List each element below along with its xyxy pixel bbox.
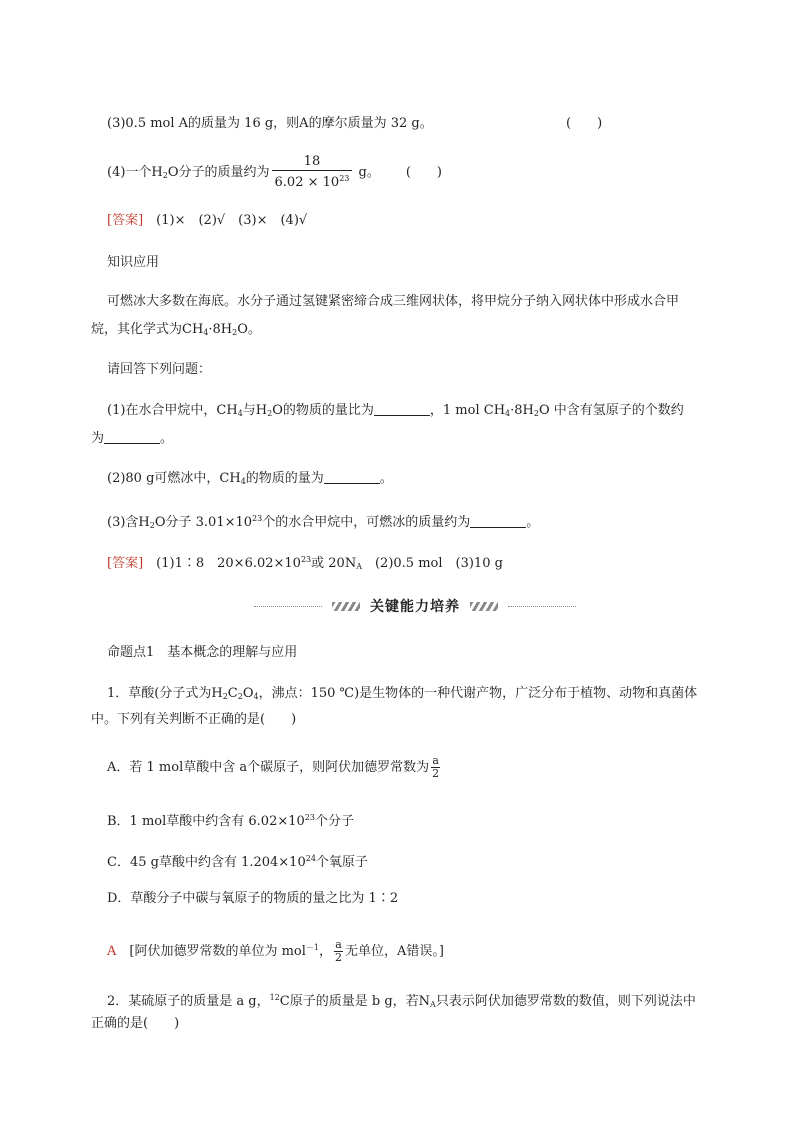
solution-letter: A <box>107 944 117 959</box>
divider <box>254 606 322 607</box>
option-c: C．45 g草酸中约含有 $1.204\times 10^{24}$个氧原子 <box>107 854 368 870</box>
answer-tag: [答案] <box>107 213 144 228</box>
answer-2: [答案] (1)1∶8 $20\times 6.02\times 10^{23}$或 $20N_A$ (2)0.5 mol (3)10 g <box>107 555 503 571</box>
solution-1: A [阿伏加德罗常数的单位为 mol$^{-1}$， $\frac{a}{2}$ 无单位，A错误。] <box>107 938 444 964</box>
problem-1-line-2: 中。下列有关判断不正确的是( ) <box>91 712 297 727</box>
problem-2-line-2: 正确的是( ) <box>91 1016 180 1031</box>
answer-blank[interactable] <box>324 470 380 484</box>
answer-1: [答案] (1)× (2)√ (3)× (4)√ <box>107 213 308 228</box>
question-4: (4)一个$H_2O$分子的质量约为 $\frac{18}{6.02 \times 10^{23}}$ g。 ( ) <box>107 154 442 190</box>
problem-2-line-1: 2．某硫原子的质量是 a g，$^{12}$C原子的质量是 b g，若$N_A$只表示阿伏加德罗常数的数值，则下列说法中 <box>107 993 696 1009</box>
option-b: B．1 mol草酸中约含有 $6.02\times 10^{23}$个分子 <box>107 813 354 829</box>
mass-fraction: $\frac{18}{6.02 \times 10^{23}}$ <box>272 154 353 191</box>
intro-line-1: 可燃冰大多数在海底。水分子通过氢键紧密缔合成三维网状体，将甲烷分子纳入网状体中形成水合甲 <box>107 294 680 309</box>
answer-blank[interactable] <box>104 430 160 444</box>
sub-question-1-cont: 为 。 <box>91 431 174 446</box>
answer-blank[interactable] <box>374 402 430 416</box>
prompt: 请回答下列问题： <box>107 362 212 377</box>
topic-heading: 命题点1 基本概念的理解与应用 <box>107 645 298 660</box>
knowledge-heading: 知识应用 <box>107 255 160 270</box>
question-3-paren: ( ) <box>566 116 603 131</box>
fraction: $\frac{a}{2}$ <box>432 754 440 780</box>
stripe-decoration <box>332 602 360 611</box>
answer-blank[interactable] <box>470 514 526 528</box>
intro-line-2: 烷，其化学式为$CH_4\cdot 8H_2O$。 <box>91 322 261 337</box>
answer-tag: [答案] <box>107 556 144 571</box>
option-d: D．草酸分子中碳与氧原子的物质的量之比为 1∶2 <box>107 891 399 906</box>
option-a: A．若 1 mol草酸中含 a个碳原子，则阿伏加德罗常数为 $\frac{a}{2}$ <box>107 754 440 780</box>
sub-question-2: (2)80 g可燃冰中，$CH_4$的物质的量为 。 <box>107 471 393 486</box>
problem-1-line-1: 1．草酸(分子式为$H_2C_2O_4$，沸点：150 ℃)是生物体的一种代谢产物，广泛分布于植物、动物和真菌体 <box>107 686 698 701</box>
fraction: $\frac{a}{2}$ <box>335 938 343 964</box>
sub-question-3: (3)含$H_2O$分子 $3.01\times 10^{23}$个的水合甲烷中，可燃冰的质量约为 。 <box>107 514 540 530</box>
divider <box>508 606 576 607</box>
sub-question-1: (1)在水合甲烷中，$CH_4$与$H_2O$的物质的量比为 ，1 mol $CH_4\cdot 8H_2O$ 中含有氢原子的个数约 <box>107 403 684 418</box>
section-heading: 关键能力培养 <box>254 596 576 616</box>
question-3: (3)0.5 mol A的质量为 16 g，则A的摩尔质量为 32 g。 <box>107 116 433 131</box>
stripe-decoration <box>470 602 498 611</box>
